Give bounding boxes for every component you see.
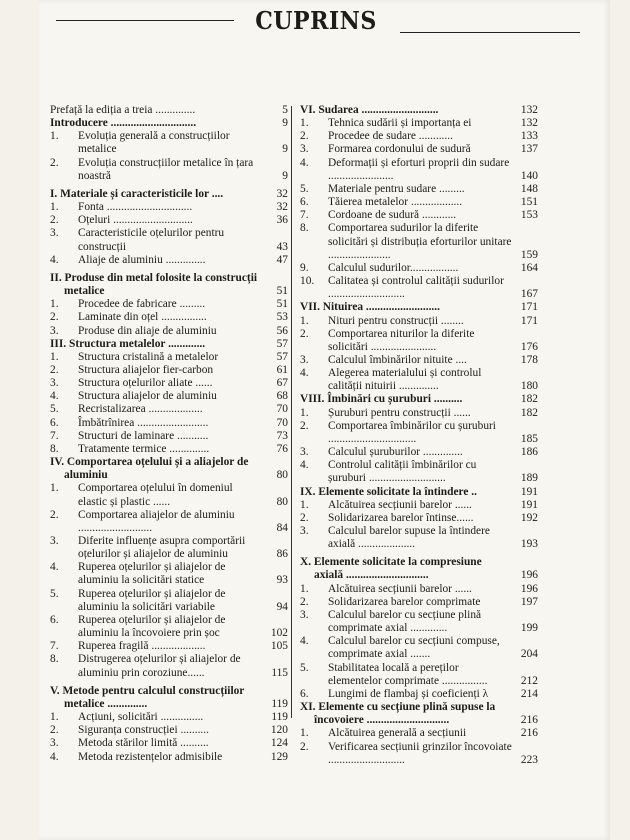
toc-chapter[interactable] — [300, 393, 538, 406]
toc-entry-title: Formarea cordonului de sudură — [328, 143, 471, 156]
toc-entry-title: Calculul barelor cu secțiuni compuse, comprimate axial ....... — [328, 635, 500, 661]
toc-entry-number: 2. — [300, 511, 309, 524]
toc-subentry[interactable] — [300, 662, 538, 688]
toc-entry-number: 10. — [300, 275, 315, 288]
toc-page-number: 191 — [520, 485, 538, 498]
toc-subentry[interactable] — [50, 737, 288, 750]
toc-chapter[interactable] — [300, 486, 538, 499]
toc-entry-title: Tratamente termice .............. — [78, 442, 210, 455]
toc-page-number: 132 — [520, 104, 538, 116]
toc-page-number: 186 — [520, 446, 538, 459]
toc-entry-number: 1. — [50, 201, 59, 214]
toc-page-number: 159 — [520, 248, 538, 261]
toc-entry-number: 4. — [300, 459, 309, 472]
toc-page-number: 124 — [270, 737, 288, 750]
toc-entry-number: 2. — [300, 130, 309, 143]
toc-entry-number: 1. — [300, 727, 309, 740]
toc-page-number: 223 — [520, 753, 538, 766]
toc-page-number: 119 — [271, 711, 288, 724]
toc-subentry[interactable] — [300, 609, 538, 635]
toc-page-number: 32 — [276, 187, 288, 200]
toc-entry-title: Alegerea materialului și controlul calității nituirii .............. — [328, 367, 482, 393]
toc-page-number: 192 — [520, 511, 538, 524]
toc-entry-title: Calculul barelor cu secțiune plină comprimate axial ............. — [328, 608, 482, 635]
toc-entry-title: Produse din aliaje de aluminiu — [78, 324, 217, 337]
toc-entry-title: IX. Elemente solicitate la întindere .. — [300, 485, 477, 498]
toc-page-number: 9 — [282, 117, 288, 130]
toc-entry-number: 3. — [50, 535, 59, 547]
toc-page-number: 180 — [520, 380, 538, 393]
toc-entry-number: 6. — [50, 416, 59, 429]
toc-entry-title: Comportarea sudurilor la diferite solicitări și distribuția eforturilor unitare ...................... — [328, 222, 512, 261]
toc-entry-title: Procedee de fabricare ......... — [78, 298, 206, 311]
toc-entry-title: Prefață la ediția a treia .............. — [50, 104, 196, 116]
toc-entry-title: Structura aliajelor fier-carbon — [78, 363, 214, 376]
toc-page-number: 133 — [520, 130, 538, 143]
toc-subentry[interactable] — [50, 588, 288, 614]
toc-page-number: 129 — [270, 750, 288, 763]
toc-subentry[interactable] — [50, 311, 288, 324]
toc-page-number: 189 — [520, 472, 538, 485]
toc-subentry[interactable] — [300, 407, 538, 420]
toc-entry-title: Ruperea oțelurilor și aliajelor de aluminiu la solicitări variabile — [78, 587, 226, 613]
toc-page-number: 199 — [520, 622, 538, 635]
toc-subentry[interactable] — [50, 364, 288, 377]
toc-entry-number: 2. — [50, 156, 59, 169]
toc-entry-title: Calculul îmbinărilor nituite .... — [328, 353, 467, 366]
toc-subentry[interactable] — [300, 275, 538, 301]
toc-entry-number: 1. — [300, 582, 309, 595]
toc-subentry[interactable] — [300, 354, 538, 367]
toc-page-number: 9 — [282, 143, 288, 156]
toc-entry-title: Solidarizarea barelor întinse...... — [328, 511, 474, 524]
toc-page-number: 197 — [520, 595, 538, 608]
toc-subentry[interactable] — [300, 688, 538, 701]
toc-subentry[interactable] — [300, 222, 538, 261]
toc-entry-title: Ruperea fragilă ................... — [78, 640, 206, 653]
toc-entry-title: Îmbătrînirea ......................... — [78, 416, 209, 429]
page-header — [38, 6, 610, 38]
toc-entry-number: 6. — [300, 196, 309, 209]
toc-subentry[interactable] — [300, 512, 538, 525]
toc-page-number: 5 — [282, 104, 288, 116]
toc-page-number: 216 — [520, 727, 538, 740]
toc-entry-number: 7. — [300, 209, 309, 222]
toc-entry-number: 1. — [300, 314, 309, 327]
toc-subentry[interactable] — [50, 535, 288, 561]
toc-subentry[interactable] — [300, 209, 538, 222]
toc-subentry[interactable] — [50, 482, 288, 508]
toc-subentry[interactable] — [50, 417, 288, 430]
toc-entry-number: 1. — [300, 117, 309, 130]
toc-entry-title: Structura aliajelor de aluminiu — [78, 390, 217, 403]
toc-subentry[interactable] — [50, 201, 288, 214]
toc-subentry[interactable] — [50, 443, 288, 456]
page-title: CUPRINS — [255, 6, 377, 35]
toc-entry-title: Materiale pentru sudare ......... — [328, 182, 465, 195]
toc-chapter[interactable] — [50, 338, 288, 351]
toc-entry-title: Șuruburi pentru construcții ...... — [328, 406, 471, 419]
toc-subentry[interactable] — [300, 183, 538, 196]
toc-subentry[interactable] — [50, 214, 288, 227]
toc-entry-title: XI. Elemente cu secțiune plină supuse la încovoiere ............................. — [300, 701, 496, 727]
toc-entry-title: Cordoane de sudură ............ — [328, 209, 457, 222]
toc-entry-title: II. Produse din metal folosite la construcții metalice — [50, 271, 258, 298]
toc-entry-title: Acțiuni, solicitări ............... — [78, 711, 204, 724]
toc-entry-number: 1. — [50, 298, 59, 311]
toc-entry-number: 4. — [50, 390, 59, 403]
toc-entry-title: Nituri pentru construcții ........ — [328, 314, 464, 327]
toc-page-number: 148 — [520, 182, 538, 195]
toc-entry-number: 6. — [50, 613, 59, 626]
toc-entry-title: Ruperea oțelurilor și aliajelor de aluminiu la încovoiere prin șoc — [78, 613, 226, 640]
toc-subentry[interactable] — [300, 196, 538, 209]
toc-page-number: 164 — [520, 261, 538, 274]
toc-subentry[interactable] — [50, 640, 288, 653]
toc-column-right — [300, 104, 538, 767]
toc-entry-title: Aliaje de aluminiu .............. — [78, 253, 206, 266]
toc-entry-number: 2. — [50, 311, 59, 324]
toc-page-number: 80 — [276, 469, 288, 482]
toc-entry-title: Oțeluri ............................ — [78, 214, 193, 227]
toc-entry-number: 3. — [50, 324, 59, 337]
toc-subentry[interactable] — [50, 561, 288, 587]
toc-column-left — [50, 104, 288, 764]
toc-subentry[interactable] — [300, 420, 538, 446]
toc-subentry[interactable] — [50, 325, 288, 338]
toc-entry-number: 7. — [50, 429, 59, 442]
toc-entry-title: Controlul calității îmbinărilor cu șuruburi ........................... — [328, 459, 477, 485]
toc-entry-title: Alcătuirea secțiunii barelor ...... — [328, 498, 472, 511]
toc-entry-title: X. Elemente solicitate la compresiune axială ............................. — [300, 556, 482, 582]
toc-entry-title: Calitatea și controlul calității sudurilor ........................... — [328, 275, 504, 301]
column-divider — [291, 106, 292, 718]
toc-subentry[interactable] — [50, 298, 288, 311]
toc-entry-title: Calculul barelor supuse la întindere axială .................... — [328, 525, 490, 551]
toc-subentry[interactable] — [50, 351, 288, 364]
toc-subentry[interactable] — [300, 583, 538, 596]
header-rule-left — [56, 20, 234, 21]
toc-entry-number: 2. — [50, 214, 59, 227]
toc-page-number: 56 — [276, 324, 288, 337]
toc-entry-number: 4. — [300, 156, 309, 169]
toc-page-number: 105 — [270, 640, 288, 653]
toc-page-number: 70 — [276, 403, 288, 416]
toc-entry-title: Laminate din oțel ................ — [78, 311, 207, 324]
toc-entry-number: 8. — [50, 653, 59, 666]
toc-entry-title: Deformații și eforturi proprii din sudare ....................... — [328, 156, 510, 182]
toc-entry-number: 1. — [50, 482, 59, 495]
toc-page-number: 47 — [276, 253, 288, 266]
toc-entry-number: 3. — [50, 227, 59, 240]
toc-subentry[interactable] — [300, 130, 538, 143]
toc-entry-title: Evoluția generală a construcțiilor metalice — [78, 130, 230, 156]
toc-entry-number: 4. — [300, 635, 309, 648]
toc-subentry[interactable] — [50, 157, 288, 183]
toc-page-number: 80 — [276, 495, 288, 508]
toc-subentry[interactable] — [300, 262, 538, 275]
toc-entry-number: 4. — [50, 253, 59, 266]
toc-entry-title: Comportarea niturilor la diferite solicitări ....................... — [328, 327, 475, 353]
toc-page-number: 94 — [276, 600, 288, 613]
toc-subentry[interactable] — [50, 403, 288, 416]
toc-chapter[interactable] — [50, 685, 288, 711]
toc-entry-title: Calculul șuruburilor .............. — [328, 446, 463, 459]
toc-chapter[interactable] — [50, 188, 288, 201]
toc-entry-number: 5. — [50, 403, 59, 416]
toc-subentry[interactable] — [300, 367, 538, 393]
toc-page-number: 153 — [520, 209, 538, 222]
toc-page-number: 193 — [520, 538, 538, 551]
toc-chapter[interactable] — [300, 701, 538, 727]
header-rule-right — [400, 32, 580, 33]
toc-page-number: 182 — [520, 393, 538, 406]
toc-entry-number: 5. — [300, 661, 309, 674]
toc-page-number: 73 — [276, 429, 288, 442]
toc-entry-title: Solidarizarea barelor comprimate — [328, 595, 481, 608]
toc-entry-number: 4. — [50, 750, 59, 763]
toc-entry-title: Fonta .............................. — [78, 201, 193, 214]
toc-page-number: 102 — [270, 627, 288, 640]
toc-subentry[interactable] — [300, 727, 538, 740]
toc-page-number: 212 — [520, 674, 538, 687]
toc-subentry[interactable] — [300, 499, 538, 512]
toc-entry-number: 2. — [50, 508, 59, 521]
toc-entry-number: 6. — [300, 687, 309, 700]
toc-page-number: 53 — [276, 311, 288, 324]
toc-subentry[interactable] — [50, 509, 288, 535]
toc-subentry[interactable] — [50, 254, 288, 267]
toc-entry-title: Alcătuirea secțiunii barelor ...... — [328, 582, 472, 595]
toc-page-number: 9 — [282, 169, 288, 182]
toc-page-number: 57 — [276, 337, 288, 350]
toc-entry-number: 8. — [50, 442, 59, 455]
toc-entry-number: 4. — [50, 561, 59, 574]
toc-subentry[interactable] — [300, 143, 538, 156]
toc-subentry[interactable] — [50, 724, 288, 737]
toc-entry-title: Lungimi de flambaj și coeficienți λ — [328, 687, 489, 700]
toc-entry-number: 2. — [300, 595, 309, 608]
toc-entry-title: Caracteristicile oțelurilor pentru construcții — [78, 227, 225, 253]
toc-entry-number: 9. — [300, 261, 309, 274]
toc-subentry[interactable] — [300, 446, 538, 459]
toc-entry-number: 5. — [50, 587, 59, 600]
toc-subentry[interactable] — [50, 614, 288, 640]
toc-page-number: 178 — [520, 353, 538, 366]
toc-page-number: 120 — [270, 724, 288, 737]
toc-subentry[interactable] — [300, 117, 538, 130]
toc-page-number: 196 — [520, 569, 538, 582]
toc-entry-title: Comportarea îmbinărilor cu șuruburi ............................... — [328, 419, 496, 445]
toc-page-number: 43 — [276, 240, 288, 253]
toc-subentry[interactable] — [50, 711, 288, 724]
toc-page-number: 182 — [520, 406, 538, 419]
toc-subentry[interactable] — [300, 635, 538, 661]
toc-entry-title: Introducere .............................. — [50, 117, 197, 130]
toc-subentry[interactable] — [300, 741, 538, 767]
toc-entry-title: VI. Sudarea ........................... — [300, 104, 439, 116]
toc-subentry[interactable] — [50, 130, 288, 156]
toc-subentry[interactable] — [50, 430, 288, 443]
toc-chapter[interactable] — [300, 104, 538, 117]
toc-page-number: 171 — [520, 314, 538, 327]
toc-page-number: 76 — [276, 442, 288, 455]
toc-entry-number: 1. — [50, 350, 59, 363]
toc-page-number: 137 — [520, 143, 538, 156]
toc-entry-number: 2. — [50, 363, 59, 376]
toc-page-number: 176 — [520, 340, 538, 353]
toc-entry-title: Structura cristalină a metalelor — [78, 350, 219, 363]
toc-entry-number: 2. — [300, 740, 309, 753]
toc-entry-title: Comportarea oțelului în domeniul elastic și plastic ...... — [78, 482, 233, 508]
toc-page-number: 119 — [271, 697, 288, 710]
toc-entry-title: Metoda stărilor limită .......... — [78, 737, 209, 750]
toc-page-number: 32 — [276, 201, 288, 214]
toc-subentry[interactable] — [300, 157, 538, 183]
toc-entry-title: Comportarea aliajelor de aluminiu .......................... — [78, 508, 235, 534]
toc-entry-title: Tehnica sudării și importanța ei — [328, 117, 472, 130]
toc-entry-number: 3. — [50, 377, 59, 390]
toc-entry-number: 5. — [300, 182, 309, 195]
toc-entry-number: 3. — [300, 353, 309, 366]
toc-page-number: 84 — [276, 521, 288, 534]
toc-entry-title: Recristalizarea ................... — [78, 403, 203, 416]
toc-entry-title: Structura oțelurilor aliate ...... — [78, 377, 213, 390]
toc-entry-title: Stabilitatea locală a pereților elementelor comprimate ................ — [328, 661, 488, 687]
toc-entry-title: I. Materiale și caracteristicile lor .... — [50, 187, 224, 200]
toc-entry-title: Distrugerea oțelurilor și aliajelor de aluminiu prin coroziune...... — [78, 653, 241, 679]
toc-chapter[interactable] — [50, 456, 288, 482]
toc-entry-number: 3. — [50, 737, 59, 750]
toc-subentry[interactable] — [50, 390, 288, 403]
toc-entry-title: V. Metode pentru calculul construcțiilor metalice .............. — [50, 684, 245, 710]
toc-entry-number: 7. — [50, 640, 59, 653]
toc-entry-title: Procedee de sudare ............ — [328, 130, 453, 143]
toc-entry-title: Alcătuirea generală a secțiunii — [328, 727, 467, 740]
toc-chapter[interactable] — [50, 117, 288, 130]
toc-entry-number: 2. — [50, 724, 59, 737]
toc-entry-title: Tăierea metalelor .................. — [328, 196, 463, 209]
toc-entry-title: Verificarea secțiunii grinzilor încovoiate ........................... — [328, 740, 512, 766]
toc-entry-title: VII. Nituirea .......................... — [300, 301, 440, 314]
toc-page-number: 67 — [276, 377, 288, 390]
toc-subentry[interactable] — [50, 653, 288, 679]
toc-entry-title: Calculul sudurilor................. — [328, 261, 459, 274]
toc-page-number: 151 — [520, 196, 538, 209]
toc-page-number: 36 — [276, 214, 288, 227]
toc-entry-title: Metoda rezistențelor admisibile — [78, 750, 223, 763]
toc-chapter[interactable] — [50, 104, 288, 117]
toc-subentry[interactable] — [50, 751, 288, 764]
toc-page-number: 93 — [276, 574, 288, 587]
toc-page-number: 196 — [520, 582, 538, 595]
toc-page-number: 70 — [276, 416, 288, 429]
toc-page-number: 185 — [520, 432, 538, 445]
toc-entry-title: Siguranța construcției .......... — [78, 724, 209, 737]
toc-subentry[interactable] — [300, 525, 538, 551]
toc-entry-title: Structuri de laminare ........... — [78, 429, 209, 442]
toc-page-number: 167 — [520, 288, 538, 301]
toc-page-number: 216 — [520, 714, 538, 727]
toc-entry-number: 1. — [300, 406, 309, 419]
toc-page-number: 68 — [276, 390, 288, 403]
toc-entry-number: 2. — [300, 419, 309, 432]
toc-chapter[interactable] — [50, 272, 288, 298]
toc-page-number: 51 — [276, 285, 288, 298]
toc-subentry[interactable] — [50, 227, 288, 253]
toc-entry-title: III. Structura metalelor ............. — [50, 337, 206, 350]
toc-entry-title: Evoluția construcțiilor metalice în țara noastră — [78, 156, 254, 182]
toc-page-number: 140 — [520, 169, 538, 182]
toc-subentry[interactable] — [300, 459, 538, 485]
toc-subentry[interactable] — [50, 377, 288, 390]
toc-page-number: 51 — [276, 298, 288, 311]
toc-page-number: 204 — [520, 648, 538, 661]
toc-entry-number: 4. — [300, 367, 309, 380]
toc-entry-title: IV. Comportarea oțelului și a aliajelor de aluminiu — [50, 456, 249, 482]
toc-entry-number: 3. — [300, 143, 309, 156]
toc-page-number: 171 — [520, 301, 538, 314]
toc-page-number: 132 — [520, 117, 538, 130]
toc-page-number: 86 — [276, 548, 288, 561]
toc-entry-number: 8. — [300, 222, 309, 235]
toc-entry-title: VIII. Îmbinări cu șuruburi .......... — [300, 393, 463, 406]
toc-entry-number: 1. — [50, 130, 59, 143]
toc-chapter[interactable] — [300, 301, 538, 314]
toc-entry-number: 1. — [300, 498, 309, 511]
toc-entry-number: 3. — [300, 608, 309, 621]
toc-page-number: 57 — [276, 350, 288, 363]
toc-entry-title: Ruperea oțelurilor și aliajelor de aluminiu la solicitări statice — [78, 561, 226, 587]
toc-subentry[interactable] — [300, 596, 538, 609]
toc-entry-number: 3. — [300, 446, 309, 459]
toc-entry-number: 1. — [50, 711, 59, 724]
toc-page-number: 191 — [520, 498, 538, 511]
toc-subentry[interactable] — [300, 328, 538, 354]
toc-entry-title: Diferite influențe asupra comportării oțelurilor și aliajelor de aluminiu — [78, 535, 246, 561]
toc-entry-number: 3. — [300, 525, 309, 537]
toc-chapter[interactable] — [300, 556, 538, 582]
toc-entry-number: 2. — [300, 327, 309, 340]
toc-page-number: 214 — [520, 687, 538, 700]
toc-subentry[interactable] — [300, 315, 538, 328]
toc-page-number: 115 — [271, 666, 288, 679]
toc-page-number: 61 — [276, 363, 288, 376]
